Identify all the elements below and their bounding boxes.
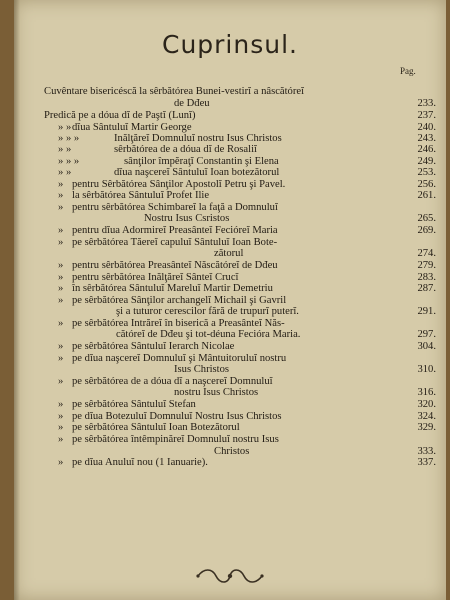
toc-entry-marker: » »	[58, 122, 72, 133]
toc-entry	[14, 306, 446, 317]
toc-entry-marker: » » »	[58, 156, 80, 167]
toc-entry-page: 261.	[417, 190, 436, 201]
toc-entry-title: Isus Christos	[174, 364, 230, 375]
toc-entry	[14, 387, 446, 398]
toc-entry-title: pe sêrbătórea Intrăreĭ în biserică a Preasânteĭ Năs-	[72, 318, 285, 329]
toc-entry-marker: »	[58, 179, 64, 190]
toc-entry	[14, 167, 446, 178]
toc-entry-marker: »	[58, 190, 64, 201]
toc-entry-marker: » »	[58, 144, 72, 155]
ornament-icon	[190, 566, 270, 586]
toc-entry	[14, 446, 446, 457]
toc-entry	[14, 341, 446, 352]
toc-entry-marker: »	[58, 341, 64, 352]
toc-entry-marker: »	[58, 411, 64, 422]
toc-entry-title: Cuvêntare bisericéscă la sêrbătórea Bunei-vestirĭ a nâscătóreĭ	[44, 86, 305, 97]
toc-entry-page: 333.	[417, 446, 436, 457]
toc-entry-page: 320.	[417, 399, 436, 410]
toc-entry-page: 291.	[417, 306, 436, 317]
toc-entry-title: de Dđeu	[174, 98, 210, 109]
toc-entry	[14, 133, 446, 144]
toc-entry-title: sânţilor împĕraţĭ Constantin şi Elena	[124, 156, 279, 167]
toc-entry	[14, 272, 446, 283]
toc-entry	[14, 110, 446, 121]
toc-entry-page: 233.	[417, 98, 436, 109]
toc-entry-marker: »	[58, 318, 64, 329]
toc-entry-title: pentru sêrbătórea Schimbareĭ la faţă a Domnuluĭ	[72, 202, 278, 213]
toc-entry-page: 274.	[417, 248, 436, 259]
page-column-header: Pag.	[400, 66, 416, 76]
toc-entry-marker: »	[58, 422, 64, 433]
toc-entry-title: pe sêrbătórea de a dóua dĭ a naşcereĭ Domnuluĭ	[72, 376, 273, 387]
toc-entry	[14, 329, 446, 340]
toc-entry	[14, 98, 446, 109]
toc-entry-page: 237.	[417, 110, 436, 121]
toc-entry-page: 279.	[417, 260, 436, 271]
toc-entry	[14, 295, 446, 306]
toc-entry-page: 253.	[417, 167, 436, 178]
toc-entry	[14, 248, 446, 259]
toc-entry-page: 246.	[417, 144, 436, 155]
toc-entry-marker: »	[58, 283, 64, 294]
toc-entry	[14, 399, 446, 410]
toc-entry-page: 310.	[417, 364, 436, 375]
toc-entry-marker: »	[58, 260, 64, 271]
toc-entry-page: 297.	[417, 329, 436, 340]
toc-entry-title: pe dĭua Anuluĭ nou (1 Ianuarie).	[72, 457, 208, 468]
toc-entry-title: pe sêrbătórea Sântuluĭ Stefan	[72, 399, 196, 410]
toc-entry-page: 269.	[417, 225, 436, 236]
toc-entry	[14, 86, 446, 97]
toc-entry-title: sêrbătórea de a dóua dĭ de Rosaliĭ	[114, 144, 257, 155]
toc-entry-title: pentru sêrbătórea Inălţăreĭ Sânteĭ Crucĭ	[72, 272, 239, 283]
book-page	[14, 0, 446, 600]
toc-entry	[14, 202, 446, 213]
toc-entry-marker: » »	[58, 167, 72, 178]
toc-entry-title: şi a tuturor cerescilor fără de trupurĭ puterĭ.	[116, 306, 299, 317]
toc-entry-title: pe sêrbătórea Tăereĭ capuluĭ Sântuluĭ Ioan Bote-	[72, 237, 278, 248]
toc-entry-title: pe sêrbătórea întêmpinăreĭ Domnuluĭ nostru Isus	[72, 434, 279, 445]
page-title: Cuprinsul.	[161, 30, 298, 59]
toc-entry	[14, 457, 446, 468]
toc-entry-page: 337.	[417, 457, 436, 468]
toc-entry-title: în sêrbătórea Sântuluĭ Mareluĭ Martir Demetriu	[72, 283, 273, 294]
toc-entry-marker: »	[58, 237, 64, 248]
toc-entry-marker: »	[58, 399, 64, 410]
toc-entry	[14, 213, 446, 224]
toc-entry-title: dĭua Sântuluĭ Martir George	[72, 122, 192, 133]
toc-entry-title: pe sêrbătórea Sânţilor archangelĭ Michail şi Gavril	[72, 295, 287, 306]
toc-entry	[14, 144, 446, 155]
toc-entry	[14, 411, 446, 422]
toc-entry-marker: »	[58, 434, 64, 445]
toc-entry	[14, 260, 446, 271]
table-of-contents	[14, 0, 446, 600]
toc-entry-title: Predică pe a dóua dĭ de Paştĭ (Lunĭ)	[44, 110, 196, 121]
toc-entry-title: Inălţăreĭ Domnuluĭ nostru Isus Christos	[114, 133, 282, 144]
toc-entry-marker: »	[58, 272, 64, 283]
toc-entry	[14, 376, 446, 387]
toc-entry	[14, 422, 446, 433]
toc-entry-marker: »	[58, 376, 64, 387]
toc-entry-title: pe sêrbătórea Sântuluĭ Ierarch Nicolae	[72, 341, 235, 352]
toc-entry-marker: »	[58, 225, 64, 236]
toc-entry-page: 287.	[417, 283, 436, 294]
toc-entry-title: cătóreĭ de Dđeu şi tot-déuna Fecióra Maria.	[116, 329, 301, 340]
toc-entry-title: nostru Isus Christos	[174, 387, 259, 398]
toc-entry-title: zătorul	[214, 248, 244, 259]
toc-entry	[14, 156, 446, 167]
toc-entry-title: pe sêrbătórea Sântuluĭ Ioan Botezătorul	[72, 422, 240, 433]
toc-entry	[14, 364, 446, 375]
toc-entry	[14, 283, 446, 294]
toc-entry-marker: »	[58, 457, 64, 468]
toc-entry-marker: »	[58, 353, 64, 364]
toc-entry	[14, 225, 446, 236]
toc-entry-title: dĭua naşcereĭ Sântuluĭ Ioan botezătorul	[114, 167, 280, 178]
toc-entry-page: 283.	[417, 272, 436, 283]
toc-entry	[14, 179, 446, 190]
toc-entry	[14, 353, 446, 364]
toc-entry-page: 240.	[417, 122, 436, 133]
toc-entry-page: 304.	[417, 341, 436, 352]
toc-entry	[14, 237, 446, 248]
toc-entry-title: pe dĭua naşcereĭ Domnuluĭ şi Mântuitoruluĭ nostru	[72, 353, 287, 364]
toc-entry-title: Nostru Isus Csristos	[144, 213, 230, 224]
toc-entry-title: Christos	[214, 446, 250, 457]
toc-entry-page: 324.	[417, 411, 436, 422]
toc-entry-marker: »	[58, 202, 64, 213]
toc-entry	[14, 434, 446, 445]
toc-entry	[14, 122, 446, 133]
toc-entry-page: 316.	[417, 387, 436, 398]
toc-entry-marker: »	[58, 295, 64, 306]
toc-entry-title: la sêrbătórea Sântuluĭ Profet Ilie	[72, 190, 210, 201]
toc-entry-title: pentru sêrbătórea Preasânteĭ Născătóreĭ de Dđeu	[72, 260, 278, 271]
toc-entry-title: pentru Sêrbătórea Sânţilor Apostolĭ Petru şi Pavel.	[72, 179, 286, 190]
toc-entry-title: pe dĭua Botezuluĭ Domnuluĭ Nostru Isus Christos	[72, 411, 282, 422]
toc-entry-page: 249.	[417, 156, 436, 167]
toc-entry-page: 256.	[417, 179, 436, 190]
toc-entry-page: 265.	[417, 213, 436, 224]
toc-entry-marker: » » »	[58, 133, 80, 144]
toc-entry-page: 329.	[417, 422, 436, 433]
toc-entry	[14, 318, 446, 329]
toc-entry-page: 243.	[417, 133, 436, 144]
toc-entry	[14, 190, 446, 201]
toc-entry-title: pentru dĭua Adormireĭ Preasânteĭ Fecióreĭ Maria	[72, 225, 278, 236]
